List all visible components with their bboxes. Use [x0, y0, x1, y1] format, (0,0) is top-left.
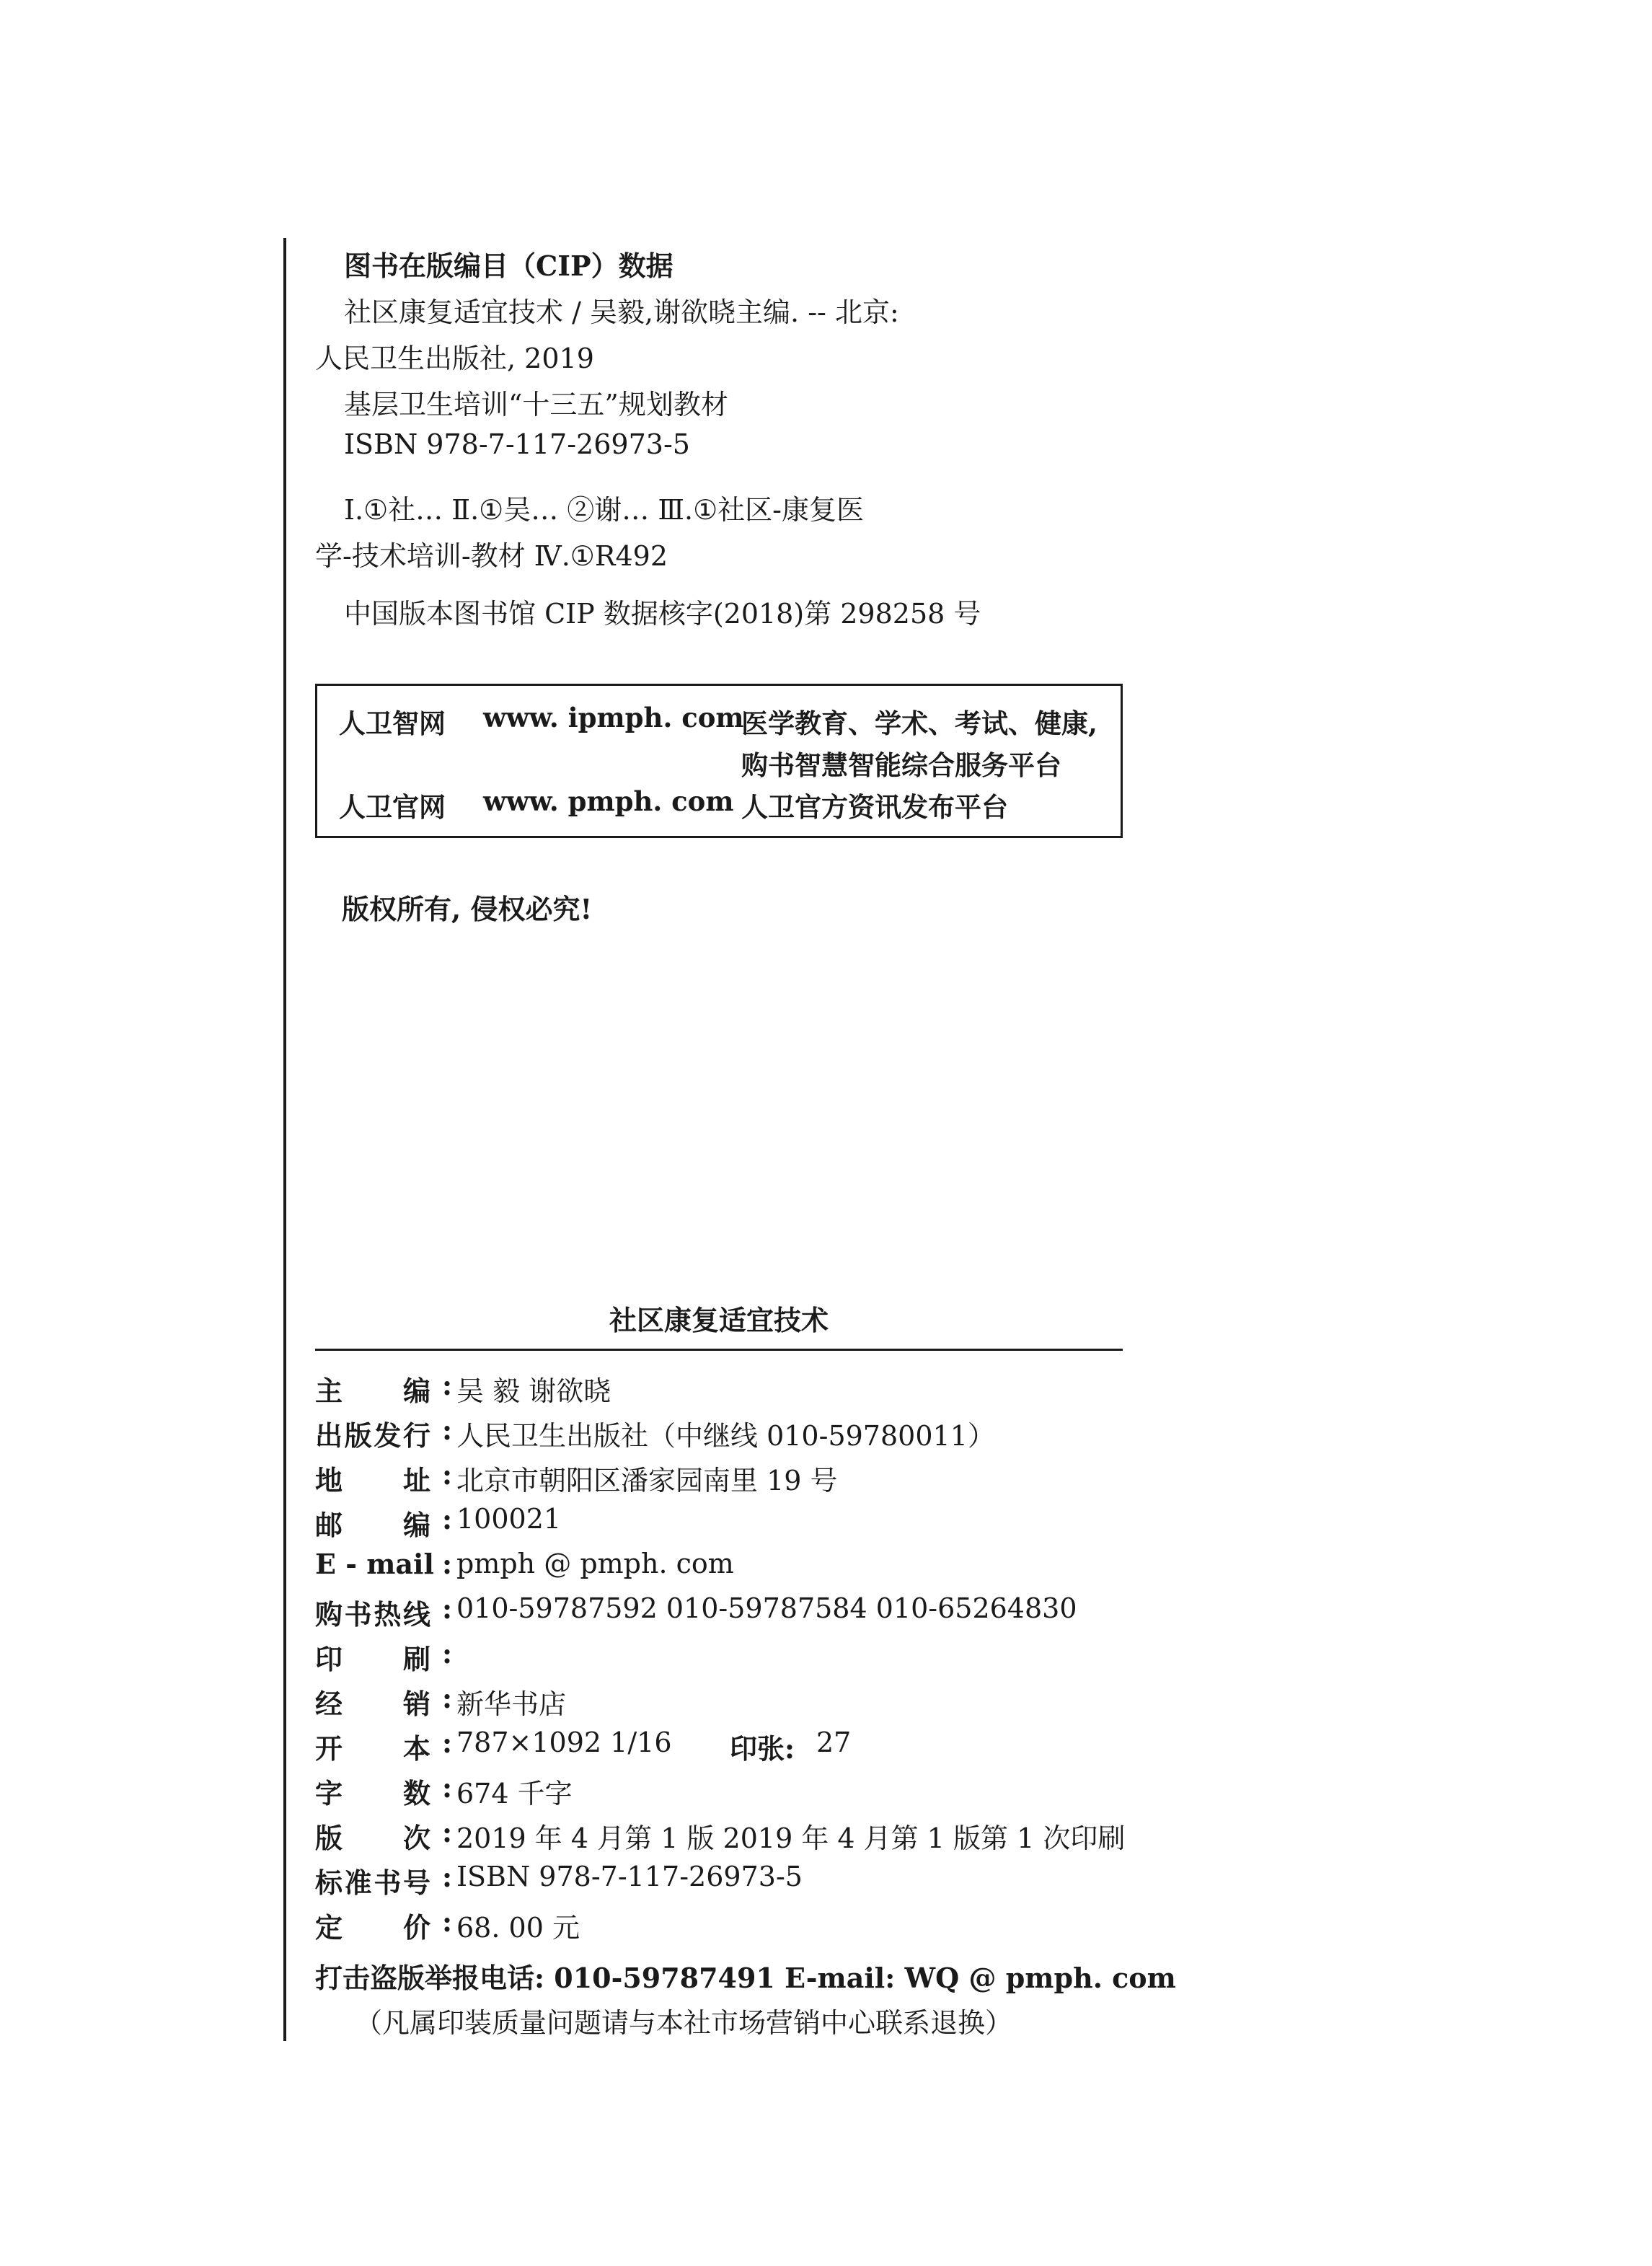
- website-desc: 人卫官方资讯发布平台: [741, 791, 1008, 823]
- cip-series-line: 基层卫生培训“十三五”规划教材: [344, 389, 728, 420]
- cip-subject-line-1: Ⅰ.①社… Ⅱ.①吴… ②谢… Ⅲ.①社区-康复医: [344, 494, 864, 526]
- info-label: 印 刷: [315, 1643, 430, 1675]
- website-desc: 医学教育、学术、考试、健康,: [741, 707, 1097, 739]
- info-value: 68. 00 元: [456, 1912, 580, 1944]
- info-label: 地 址: [315, 1464, 430, 1496]
- cip-title-line: 社区康复适宜技术 / 吴毅,谢欲晓主编. -- 北京:: [344, 296, 899, 328]
- left-margin-rule: [283, 238, 286, 2041]
- website-url[interactable]: www. pmph. com: [483, 785, 734, 817]
- info-label: 出版发行: [315, 1419, 430, 1452]
- cip-subject-line-2: 学-技术培训-教材 Ⅳ.①R492: [315, 540, 668, 572]
- info-label: 开 本: [315, 1732, 430, 1765]
- info-value: 人民卫生出版社（中继线 010-59780011）: [456, 1420, 995, 1452]
- info-label: 标准书号: [315, 1866, 430, 1899]
- copyright-notice: 版权所有, 侵权必究!: [342, 893, 593, 925]
- cip-number-line: 中国版本图书馆 CIP 数据核字(2018)第 298258 号: [344, 598, 981, 630]
- info-value[interactable]: pmph @ pmph. com: [456, 1548, 734, 1579]
- info-label: 购书热线: [315, 1598, 430, 1631]
- info-value: 010-59787592 010-59787584 010-65264830: [456, 1592, 1077, 1624]
- anti-piracy-line: 打击盗版举报电话: 010-59787491 E-mail: WQ @ pmph. com: [315, 1962, 1176, 1994]
- info-label: 字 数: [315, 1777, 430, 1809]
- print-sheet-value: 27: [816, 1727, 852, 1758]
- cip-publisher-line: 人民卫生出版社, 2019: [315, 343, 594, 374]
- return-note: （凡属印装质量问题请与本社市场营销中心联系退换）: [355, 2007, 1013, 2039]
- info-label: 版 次: [315, 1822, 430, 1854]
- print-sheet-label: 印张:: [730, 1732, 795, 1765]
- info-value: 674 千字: [456, 1778, 573, 1809]
- info-value: 100021: [456, 1503, 562, 1535]
- info-label: 经 销: [315, 1688, 430, 1720]
- info-value: ISBN 978-7-117-26973-5: [456, 1861, 803, 1892]
- website-desc-cont: 购书智慧智能综合服务平台: [741, 749, 1061, 781]
- info-label: 邮 编: [315, 1509, 430, 1541]
- cip-isbn-line: ISBN 978-7-117-26973-5: [344, 428, 690, 460]
- info-label: E - mail: [315, 1548, 434, 1580]
- website-name: 人卫官网: [339, 791, 446, 823]
- info-value: 吴 毅 谢欲晓: [456, 1375, 611, 1407]
- website-box: [315, 684, 1123, 838]
- info-label: 主 编: [315, 1375, 430, 1407]
- website-name: 人卫智网: [339, 707, 446, 739]
- info-value: 787×1092 1/16: [456, 1727, 672, 1758]
- info-value: 新华书店: [456, 1688, 567, 1720]
- website-url[interactable]: www. ipmph. com: [483, 702, 744, 733]
- info-value: 北京市朝阳区潘家园南里 19 号: [456, 1465, 838, 1496]
- book-title: 社区康复适宜技术: [609, 1304, 829, 1336]
- info-label: 定 价: [315, 1911, 430, 1944]
- cip-heading: 图书在版编目（CIP）数据: [344, 250, 673, 282]
- title-divider: [315, 1349, 1123, 1351]
- info-value: 2019 年 4 月第 1 版 2019 年 4 月第 1 版第 1 次印刷: [456, 1822, 1126, 1854]
